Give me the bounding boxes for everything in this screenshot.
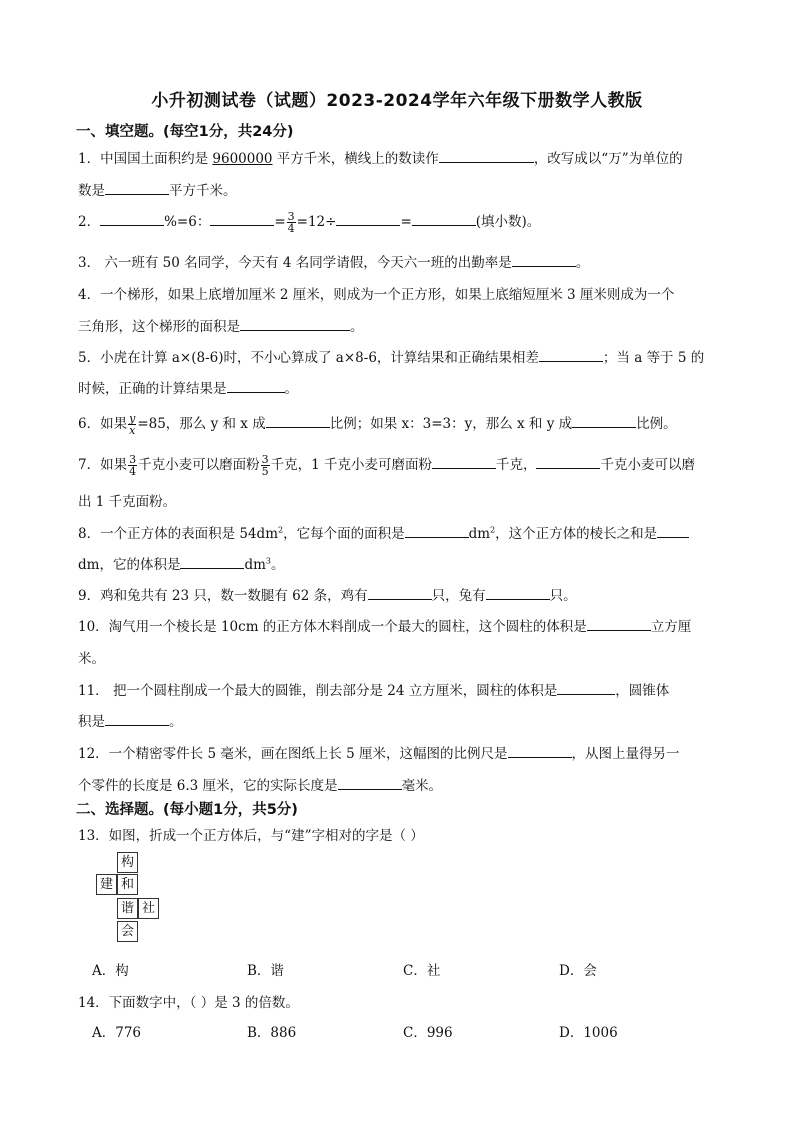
section-choice-heading: 二、选择题。(每小题1分，共5分): [76, 802, 298, 818]
question-6: [78, 412, 677, 436]
q9-text: 只，兔有: [431, 588, 486, 604]
q7-text: 千克，: [495, 457, 537, 473]
answer-blank[interactable]: [266, 414, 330, 428]
superscript: 2: [278, 525, 284, 535]
answer-blank[interactable]: [405, 524, 469, 538]
q12-text: 12．一个精密零件长 5 毫米，画在图纸上长 5 厘米，这幅图的比例尺是: [78, 746, 508, 762]
net-cell: 构: [117, 852, 138, 873]
q2-text: =: [274, 214, 286, 230]
answer-blank[interactable]: [439, 149, 534, 163]
option-d[interactable]: D．1006: [559, 1025, 618, 1041]
q2-text: (填小数)。: [475, 214, 541, 230]
q9-text: 只。: [549, 588, 577, 604]
question-11: [78, 679, 669, 699]
q3-text: 。: [575, 255, 590, 271]
answer-blank[interactable]: [587, 617, 651, 631]
answer-blank[interactable]: [100, 212, 164, 226]
option-c[interactable]: C．社: [403, 963, 441, 979]
question-1: [78, 147, 683, 167]
q8-text: 8．一个正方体的表面积是 54dm: [78, 526, 279, 542]
q1-text: ，改写成以“万”为单位的: [533, 151, 683, 167]
superscript: 3: [265, 556, 271, 566]
question-11-line2: [78, 710, 183, 730]
option-b[interactable]: B．886: [247, 1025, 297, 1041]
q7-text: 千克，1 千克小麦可磨面粉: [270, 457, 432, 473]
net-cell: 建: [96, 874, 117, 895]
question-9: [78, 584, 577, 604]
question-8: [78, 522, 689, 542]
q1-text: 数是: [78, 183, 105, 199]
q4-text: 。: [350, 319, 364, 335]
cube-net-figure: [96, 852, 162, 944]
answer-blank[interactable]: [240, 317, 350, 331]
answer-blank[interactable]: [432, 455, 496, 469]
q8-text: 。: [271, 557, 285, 573]
question-5: [78, 346, 704, 366]
answer-blank[interactable]: [105, 712, 169, 726]
q5-text: ；当 a 等于 5 的: [602, 350, 705, 366]
answer-blank[interactable]: [536, 455, 600, 469]
question-5-line2: [78, 377, 298, 397]
q1-text: 平方千米。: [169, 183, 237, 199]
answer-blank[interactable]: [557, 681, 615, 695]
answer-blank[interactable]: [227, 379, 285, 393]
q2-text: =12÷: [296, 214, 337, 230]
question-14: 14．下面数字中，（ ）是 3 的倍数。: [78, 995, 299, 1011]
q12-text: ，从图上量得另一: [571, 746, 680, 762]
answer-blank[interactable]: [508, 744, 572, 758]
question-10: [78, 615, 691, 635]
q11-text: 11． 把一个圆柱削成一个最大的圆锥，削去部分是 24 立方厘米，圆柱的体积是: [78, 683, 558, 699]
option-c[interactable]: C．996: [403, 1025, 453, 1041]
q1-text: 平方千米，横线上的数读作: [272, 151, 439, 167]
net-cell: 谐: [117, 898, 138, 919]
answer-blank[interactable]: [180, 555, 244, 569]
q6-text: =85，那么 y 和 x 成: [137, 416, 266, 432]
q11-text: 。: [169, 714, 183, 730]
option-b[interactable]: B．谐: [247, 963, 284, 979]
section-fill-in-heading: 一、填空题。(每空1分，共24分): [76, 124, 294, 140]
question-10-line2: 米。: [78, 651, 105, 667]
q8-text: dm: [244, 557, 266, 573]
question-7: [78, 453, 695, 477]
q6-text: 比例。: [636, 416, 677, 432]
answer-blank[interactable]: [657, 524, 689, 538]
fraction: $\frac{3}{4}$: [287, 210, 295, 235]
answer-blank[interactable]: [368, 586, 432, 600]
question-8-line2: [78, 553, 285, 573]
answer-blank[interactable]: [539, 348, 603, 362]
question-4: 4．一个梯形，如果上底增加厘米 2 厘米，则成为一个正方形，如果上底缩短厘米 3 厘米则成为一个: [78, 287, 675, 303]
fraction: $\frac{3}{4}$: [129, 453, 137, 478]
answer-blank[interactable]: [210, 212, 274, 226]
question-13: 13．如图，折成一个正方体后，与“建”字相对的字是（ ）: [78, 828, 424, 844]
answer-blank[interactable]: [338, 776, 402, 790]
q10-text: 立方厘: [650, 619, 692, 635]
option-a[interactable]: A．构: [92, 963, 129, 979]
answer-blank[interactable]: [572, 414, 636, 428]
question-2: [78, 210, 540, 234]
option-d[interactable]: D．会: [559, 963, 597, 979]
q2-text: =: [400, 214, 412, 230]
q6-text: 比例；如果 x：3=3：y，那么 x 和 y 成: [329, 416, 573, 432]
question-4-line2: [78, 315, 364, 335]
q9-text: 9．鸡和兔共有 23 只，数一数腿有 62 条，鸡有: [78, 588, 368, 604]
fraction: $\frac{y}{x}$: [129, 412, 136, 437]
q5-text: 5．小虎在计算 a×(8-6)时，不小心算成了 a×8-6，计算结果和正确结果相差: [78, 350, 539, 366]
net-cell: 会: [117, 921, 138, 942]
question-12-line2: [78, 774, 442, 794]
option-a[interactable]: A．776: [92, 1025, 142, 1041]
superscript: 2: [490, 525, 496, 535]
q2-text: 2．: [78, 214, 101, 230]
q1-number: 9600000: [212, 151, 273, 167]
q5-text: 。: [284, 381, 298, 397]
q5-text: 时候，正确的计算结果是: [78, 381, 227, 397]
q1-text: 1．中国国土面积约是: [78, 151, 213, 167]
answer-blank[interactable]: [486, 586, 550, 600]
fraction: $\frac{3}{5}$: [261, 453, 269, 478]
answer-blank[interactable]: [336, 212, 400, 226]
answer-blank[interactable]: [412, 212, 476, 226]
q4-text: 三角形，这个梯形的面积是: [78, 319, 240, 335]
question-12: [78, 742, 680, 762]
q8-text: dm，它的体积是: [78, 557, 181, 573]
answer-blank[interactable]: [105, 181, 169, 195]
q8-text: dm: [468, 526, 491, 542]
q8-text: ，它每个面的面积是: [283, 526, 405, 542]
q6-text: 6．如果: [78, 416, 128, 432]
page-title: 小升初测试卷（试题）2023-2024学年六年级下册数学人教版: [151, 91, 643, 111]
question-7-line2: 出 1 千克面粉。: [78, 494, 177, 510]
q12-text: 个零件的长度是 6.3 厘米，它的实际长度是: [78, 778, 338, 794]
question-1-line2: [78, 179, 237, 199]
q10-text: 10．淘气用一个棱长是 10cm 的正方体木料削成一个最大的圆柱，这个圆柱的体积是: [78, 619, 587, 635]
net-cell: 和: [117, 874, 138, 895]
question-3: [78, 251, 589, 271]
q12-text: 毫米。: [401, 778, 443, 794]
q11-text: 积是: [78, 714, 105, 730]
q8-text: ，这个正方体的棱长之和是: [495, 526, 658, 542]
q11-text: ，圆锥体: [615, 683, 670, 699]
q2-text: %=6：: [164, 214, 211, 230]
net-cell: 社: [138, 898, 159, 919]
q7-text: 千克小麦可以磨: [600, 457, 695, 473]
q3-text: 3． 六一班有 50 名同学，今天有 4 名同学请假，今天六一班的出勤率是: [78, 255, 512, 271]
q7-text: 千克小麦可以磨面粉: [138, 457, 260, 473]
q7-text: 7．如果: [78, 457, 128, 473]
answer-blank[interactable]: [512, 253, 576, 267]
